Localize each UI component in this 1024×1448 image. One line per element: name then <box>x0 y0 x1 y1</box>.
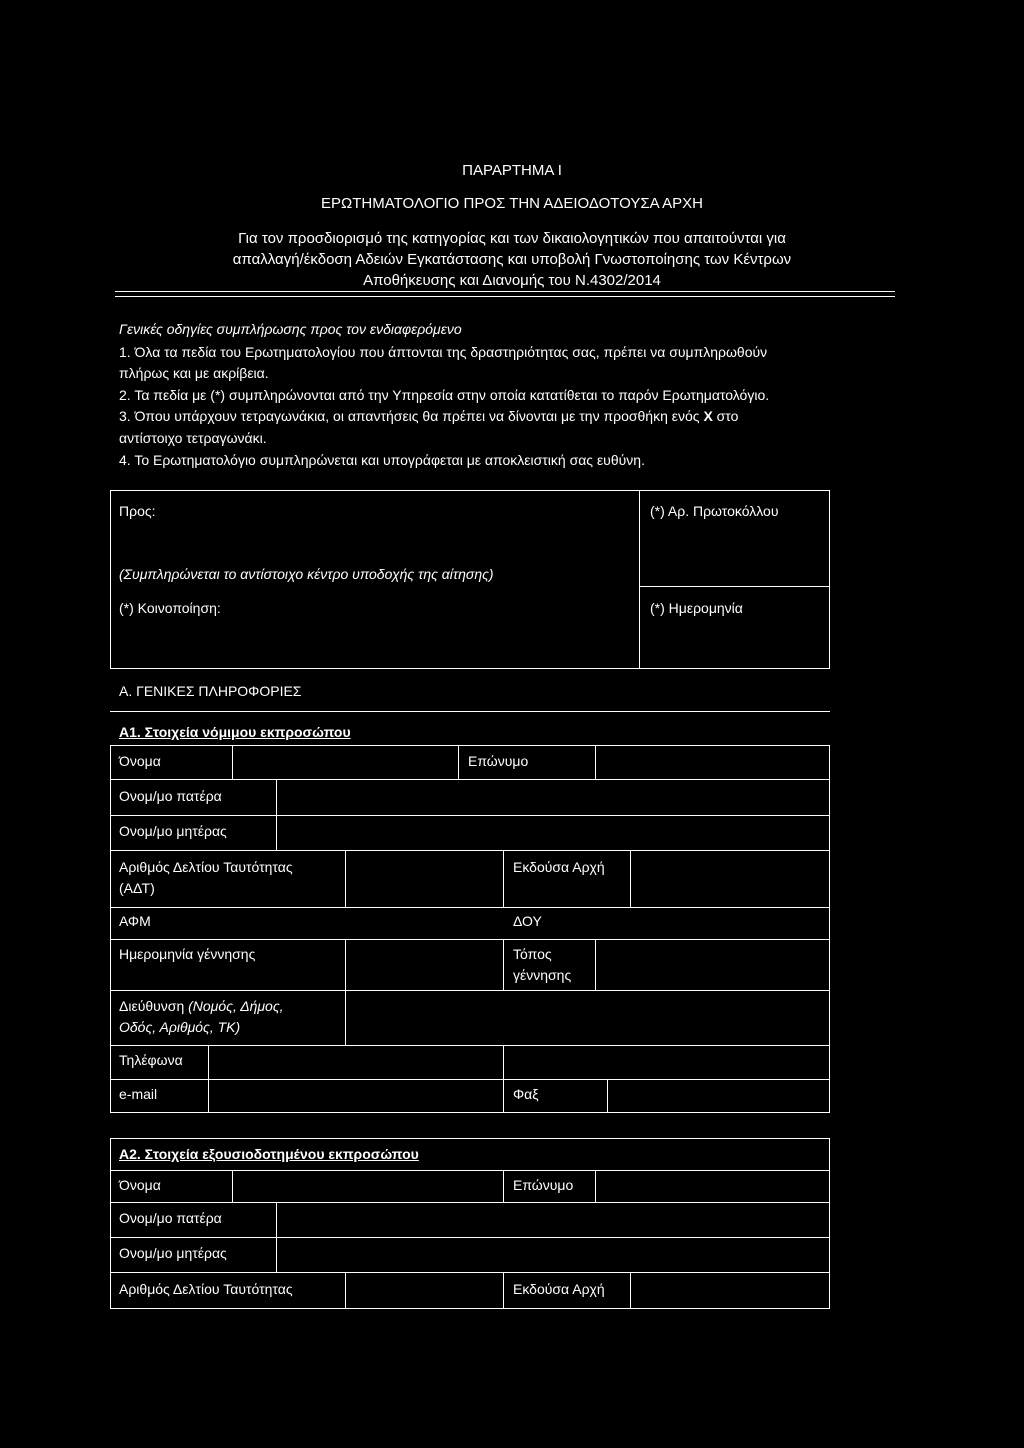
a1-surname-label: Επώνυμο <box>468 753 529 769</box>
a1-row-afm <box>110 907 830 940</box>
a2-divider <box>630 1272 631 1309</box>
section-a-title: Α. ΓΕΝΙΚΕΣ ΠΛΗΡΟΦΟΡΙΕΣ <box>119 683 302 699</box>
a1-divider <box>458 745 459 780</box>
a2-divider <box>595 1170 596 1203</box>
cc-label: (*) Κοινοποίηση: <box>119 600 221 616</box>
date-label: (*) Ημερομηνία <box>650 600 743 616</box>
a1-divider <box>503 1045 504 1080</box>
a2-issuing-label: Εκδούσα Αρχή <box>513 1281 605 1297</box>
a1-birthplace-label: Τόπος <box>513 946 552 962</box>
a2-divider <box>503 1272 504 1309</box>
document-title: ΕΡΩΤΗΜΑΤΟΛΟΓΙΟ ΠΡΟΣ ΤΗΝ ΑΔΕΙΟΔΟΤΟΥΣΑ ΑΡΧΗ <box>320 195 703 212</box>
a1-divider <box>630 850 631 908</box>
instruction-1-cont: πλήρως και με ακρίβεια. <box>119 365 269 381</box>
protocol-label: (*) Αρ. Πρωτοκόλλου <box>650 503 779 519</box>
a2-title: Α2. Στοιχεία εξουσιοδοτημένου εκπροσώπου <box>119 1146 419 1162</box>
instruction-4: 4. Το Ερωτηματολόγιο συμπληρώνεται και υπογράφεται με αποκλειστική σας ευθύνη. <box>119 452 645 468</box>
a1-mother-label: Ονομ/μο μητέρας <box>119 823 227 839</box>
a1-address-label: Διεύθυνση (Νομός, Δήμος, <box>119 998 284 1014</box>
a2-surname-label: Επώνυμο <box>513 1177 574 1193</box>
a1-birthdate-label: Ημερομηνία γέννησης <box>119 946 256 962</box>
instruction-2: 2. Τα πεδία με (*) συμπληρώνονται από την Υπηρεσία στην οποία κατατίθεται το παρόν Ερωτηματολόγιο. <box>119 387 770 403</box>
a1-doy-label: ΔΟΥ <box>513 913 542 929</box>
intro-line-1: Για τον προσδιορισμό της κατηγορίας και των δικαιολογητικών που απαιτούνται για <box>238 230 786 247</box>
a1-phones-label: Τηλέφωνα <box>119 1052 183 1068</box>
a1-top-rule <box>110 711 830 712</box>
a1-divider <box>503 939 504 991</box>
instructions-heading: Γενικές οδηγίες συμπλήρωσης προς τον ενδιαφερόμενο <box>119 321 462 337</box>
a2-mother-label: Ονομ/μο μητέρας <box>119 1245 227 1261</box>
a1-divider <box>232 745 233 780</box>
to-note: (Συμπληρώνεται το αντίστοιχο κέντρο υποδοχής της αίτησης) <box>119 566 494 582</box>
instruction-1: 1. Όλα τα πεδία του Ερωτηματολογίου που άπτονται της δραστηριότητας σας, πρέπει να συμπληρωθούν <box>119 344 768 360</box>
a2-divider <box>503 1170 504 1203</box>
a1-row-phones <box>110 1045 830 1080</box>
header-divider-double <box>115 296 895 297</box>
a1-email-label: e-mail <box>119 1086 158 1102</box>
a1-divider <box>503 850 504 908</box>
instruction-3: 3. Όπου υπάρχουν τετραγωνάκια, οι απαντήσεις θα πρέπει να δίνονται με την προσθήκη ενός Χ στο <box>119 408 739 424</box>
a1-birthplace-label-2: γέννησης <box>513 967 572 983</box>
a1-father-label: Ονομ/μο πατέρα <box>119 788 222 804</box>
a1-row-email <box>110 1079 830 1113</box>
a1-id-label-abbr: (ΑΔΤ) <box>119 880 155 896</box>
annex-title: ΠΑΡΑΡΤΗΜΑ Ι <box>462 162 562 179</box>
instruction-3-cont: αντίστοιχο τετραγωνάκι. <box>119 430 267 446</box>
a1-divider <box>595 939 596 991</box>
a2-first-name-label: Όνομα <box>119 1177 161 1193</box>
a2-divider <box>345 1272 346 1309</box>
a1-divider <box>607 1079 608 1113</box>
to-label: Προς: <box>119 503 156 519</box>
header-divider <box>115 291 895 292</box>
a1-issuing-label: Εκδούσα Αρχή <box>513 859 605 875</box>
intro-line-2: απαλλαγή/έκδοση Αδειών Εγκατάστασης και υποβολή Γνωστοποίησης των Κέντρων <box>232 251 792 268</box>
a1-divider <box>503 1079 504 1113</box>
a1-fax-label: Φαξ <box>513 1086 539 1102</box>
a2-row-name <box>110 1170 830 1203</box>
a1-afm-label: ΑΦΜ <box>119 913 151 929</box>
a1-address-label-2: Οδός, Αριθμός, ΤΚ) <box>119 1019 241 1035</box>
a1-divider <box>345 850 346 908</box>
intro-line-3: Αποθήκευσης και Διανομής του Ν.4302/2014 <box>363 272 661 289</box>
a1-id-label: Αριθμός Δελτίου Ταυτότητας <box>119 859 293 875</box>
a1-title: Α1. Στοιχεία νόμιμου εκπροσώπου <box>119 724 351 740</box>
a1-divider <box>595 745 596 780</box>
a2-divider <box>232 1170 233 1203</box>
a2-father-label: Ονομ/μο πατέρα <box>119 1210 222 1226</box>
a1-first-name-label: Όνομα <box>119 753 161 769</box>
a2-id-label: Αριθμός Δελτίου Ταυτότητας <box>119 1281 293 1297</box>
date-box <box>639 586 830 669</box>
